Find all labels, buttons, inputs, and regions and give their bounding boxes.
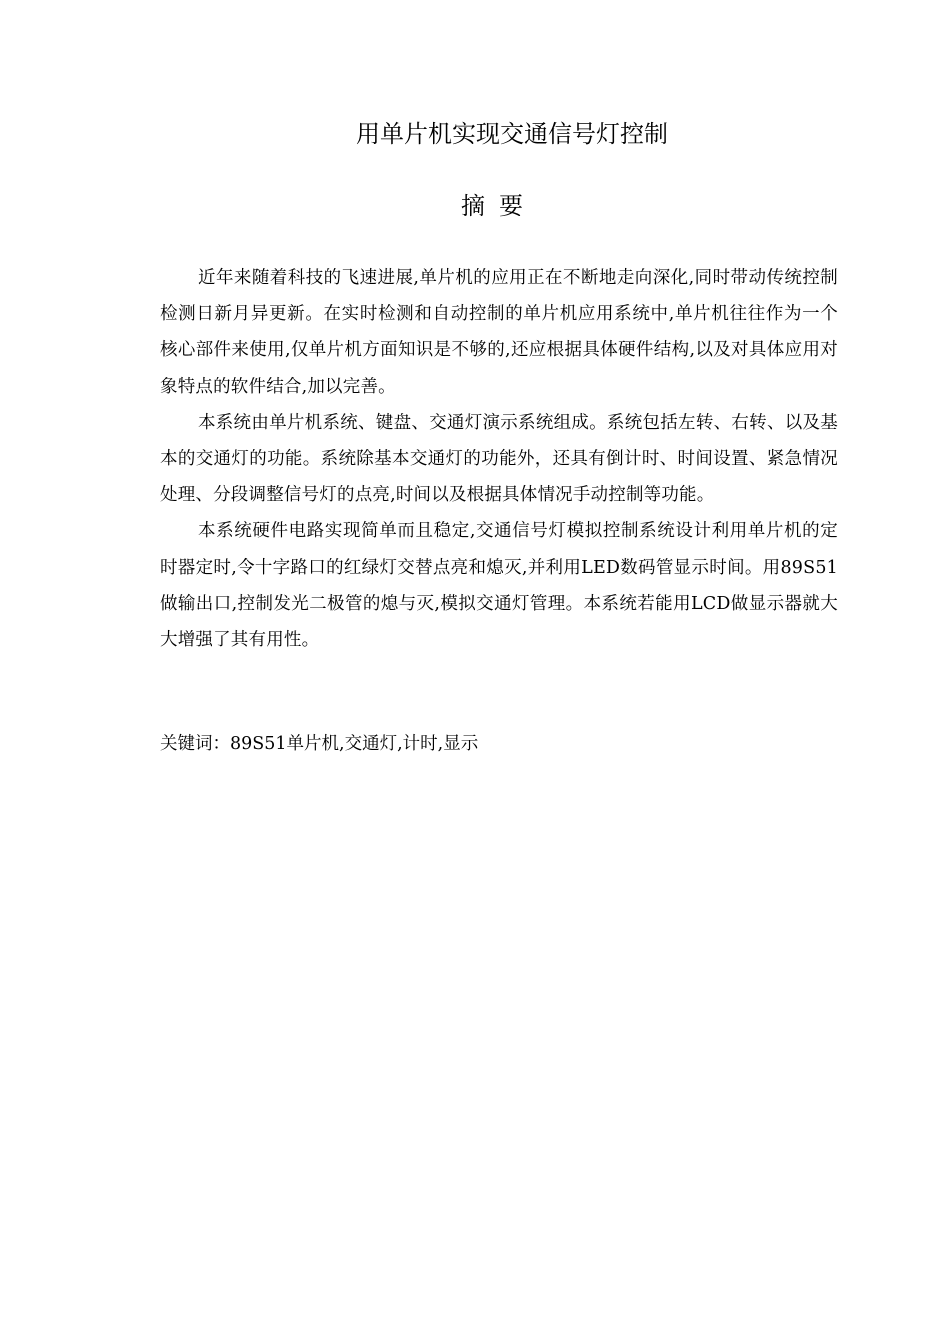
abstract-paragraph-1: 近年来随着科技的飞速进展,单片机的应用正在不断地走向深化,同时带动传统控制检测日新月异更新。在实时检测和自动控制的单片机应用系统中,单片机往往作为一个核心部件来使用,仅单片机方面知识是不够的,还应根据具体硬件结构,以及对具体应用对象特点的软件结合,加以完善。 xyxy=(160,268,838,397)
keywords-label: 关键词： xyxy=(160,734,230,754)
abstract-paragraph-2: 本系统由单片机系统、键盘、交通灯演示系统组成。系统包括左转、右转、以及基本的交通灯的功能。系统除基本交通灯的功能外，还具有倒计时、时间设置、紧急情况处理、分段调整信号灯的点亮,时间以及根据具体情况手动控制等功能。 xyxy=(160,412,838,506)
keywords-line xyxy=(160,728,838,760)
document-title: 用单片机实现交通信号灯控制 xyxy=(356,120,668,148)
keywords-text: 89S51单片机,交通灯,计时,显示 xyxy=(230,734,479,754)
abstract-heading: 摘要 xyxy=(461,192,537,220)
abstract-body xyxy=(160,260,838,658)
abstract-paragraph-3: 本系统硬件电路实现简单而且稳定,交通信号灯模拟控制系统设计利用单片机的定时器定时,令十字路口的红绿灯交替点亮和熄灭,并利用LED数码管显示时间。用89S51做输出口,控制发光二极管的熄与灭,模拟交通灯管理。本系统若能用LCD做显示器就大大增强了其有用性。 xyxy=(160,521,838,651)
